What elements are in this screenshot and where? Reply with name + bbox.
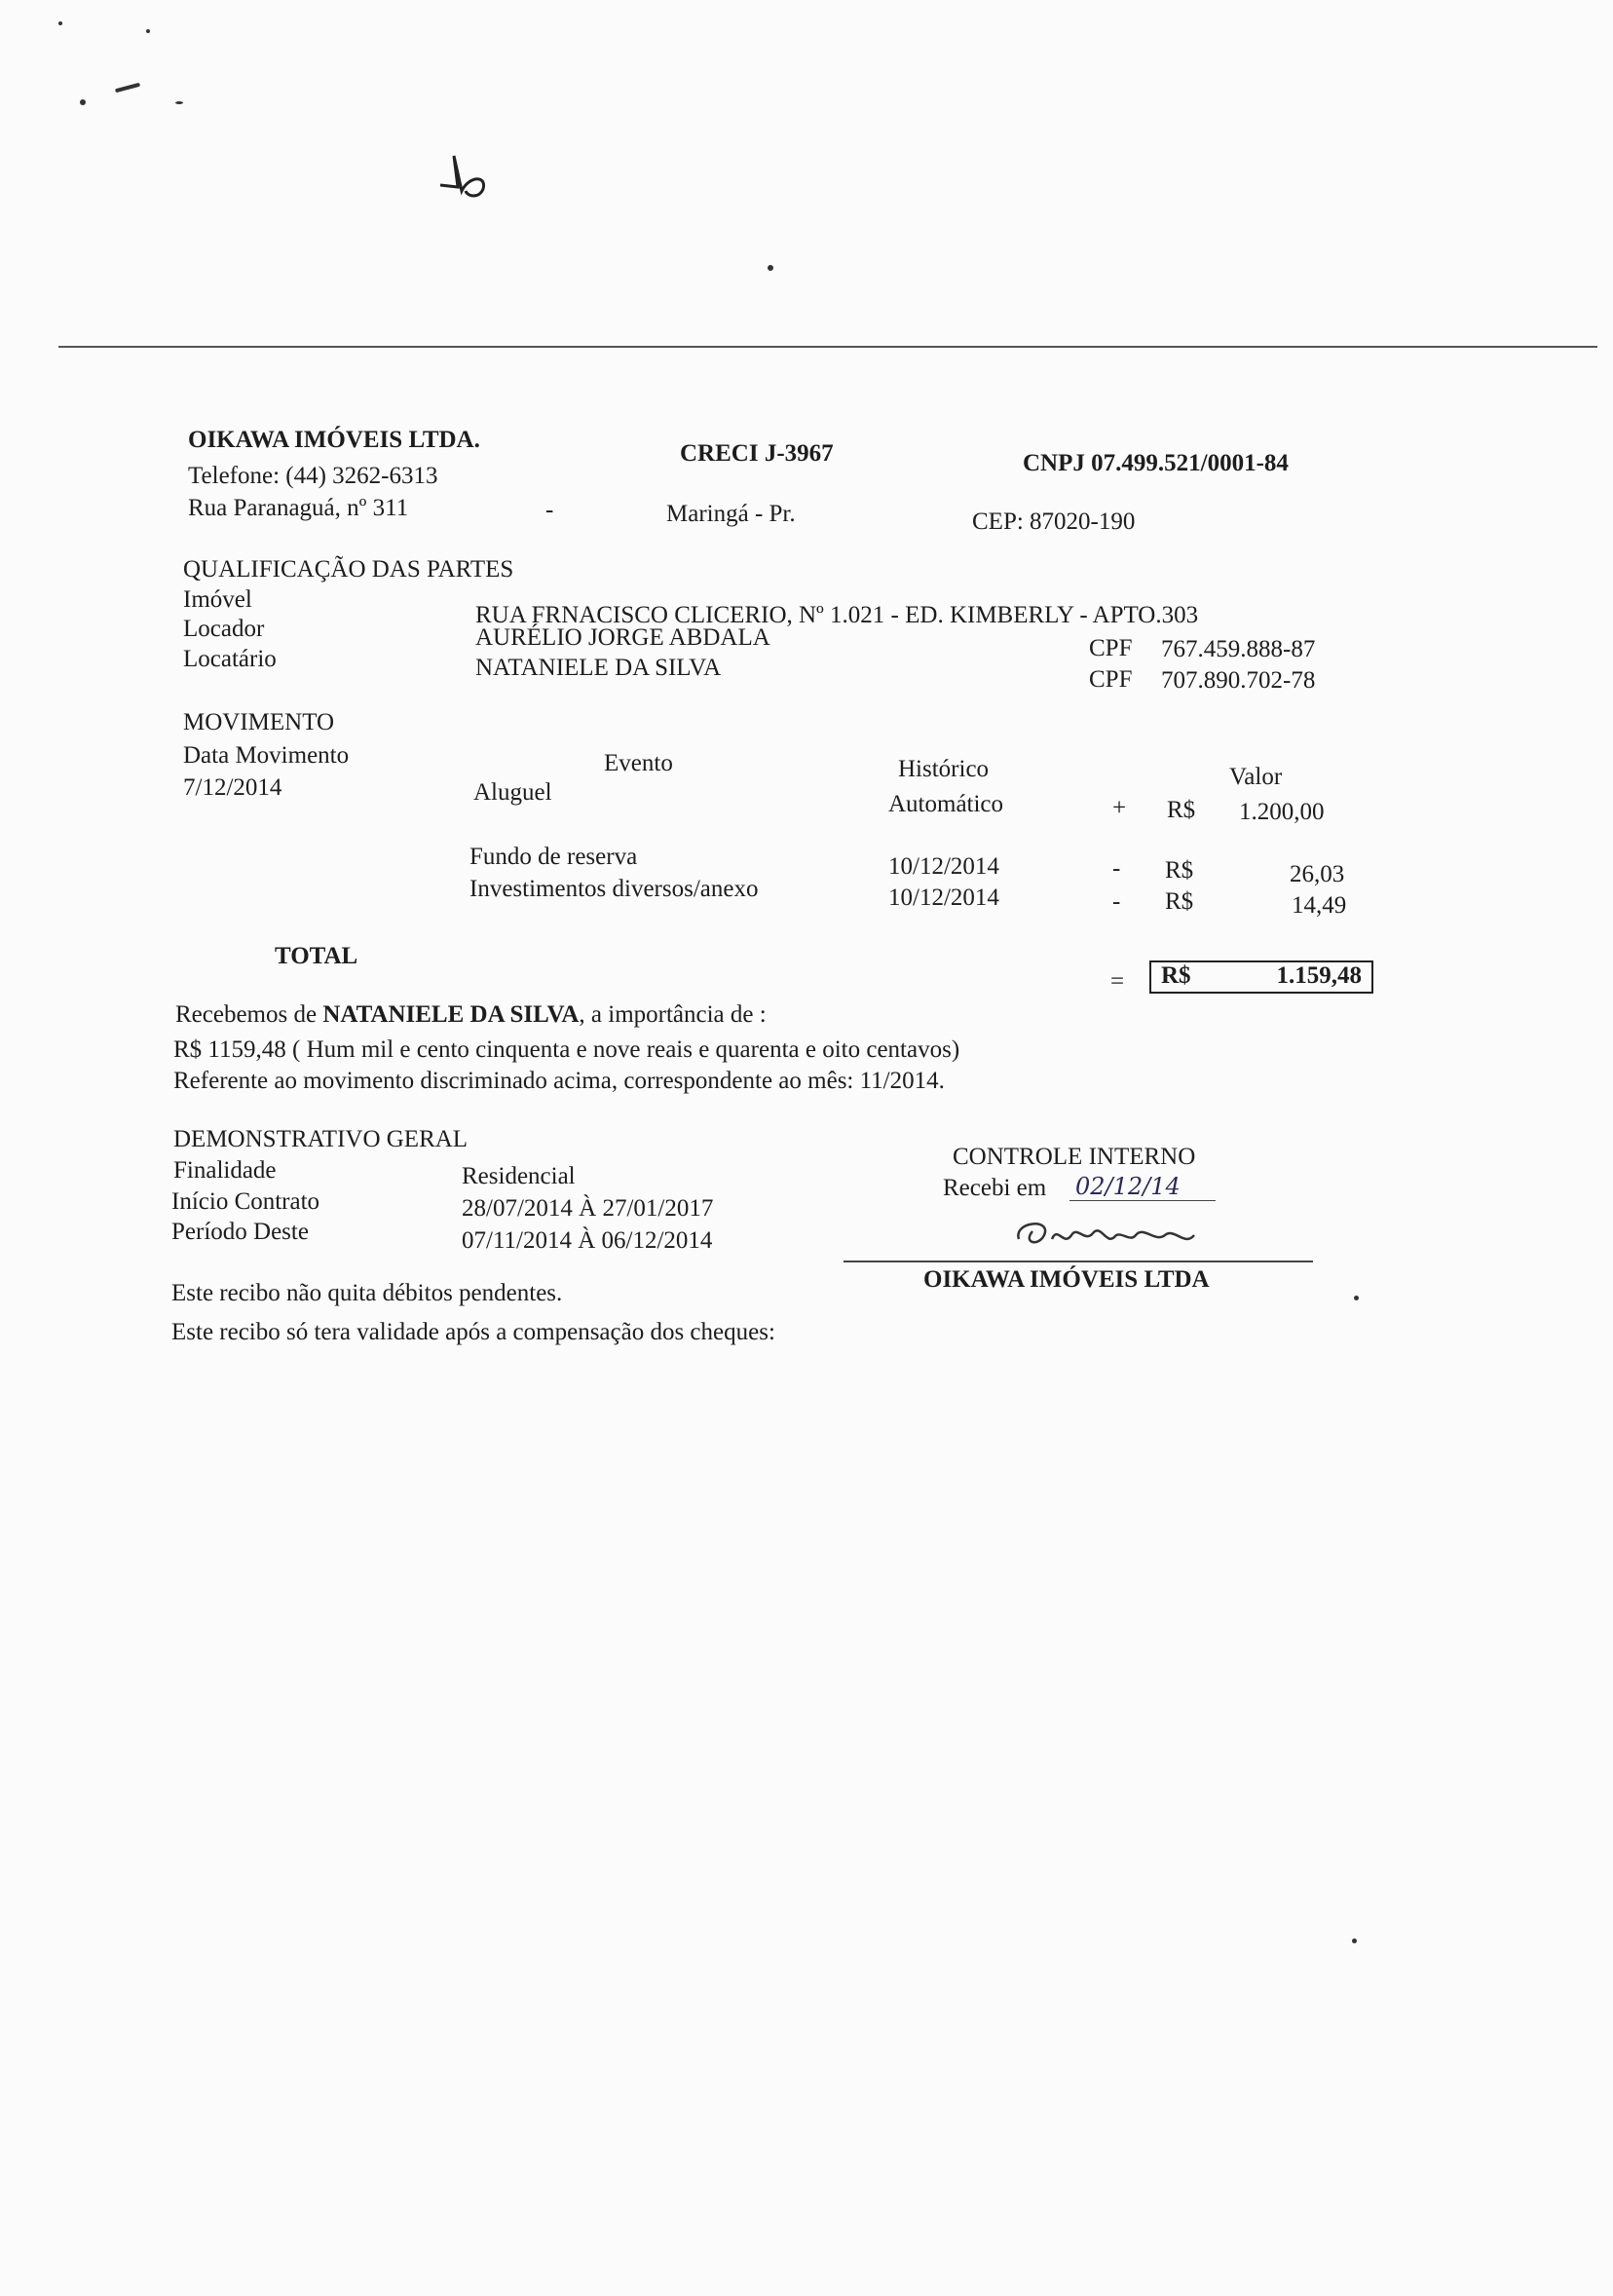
- scan-speck: [768, 265, 773, 271]
- company-phone: Telefone: (44) 3262-6313: [188, 463, 438, 489]
- purpose-value: Residencial: [462, 1163, 576, 1189]
- company-cep: CEP: 87020-190: [972, 508, 1136, 535]
- company-name: OIKAWA IMÓVEIS LTDA.: [188, 427, 480, 453]
- address-dash: -: [545, 497, 554, 523]
- movement-title: MOVIMENTO: [183, 709, 335, 735]
- landlord-name: AURÉLIO JORGE ABDALA: [475, 624, 770, 651]
- scan-speck: [175, 101, 183, 104]
- payer-name: NATANIELE DA SILVA: [322, 1001, 580, 1028]
- receipt-line-3: Referente ao movimento discriminado acima, correspondente ao mês: 11/2014.: [173, 1068, 945, 1094]
- property-address: RUA FRNAСISCO CLICERIO, Nº 1.021 - ED. KIMBERLY - APTO.303: [475, 602, 1199, 628]
- scan-speck: [1352, 1938, 1357, 1943]
- cnpj-number: CNPJ 07.499.521/0001-84: [1023, 450, 1289, 476]
- signature: [984, 1214, 1257, 1261]
- summary-title: DEMONSTRATIVO GERAL: [173, 1126, 469, 1152]
- value-header: Valor: [1229, 764, 1283, 790]
- period-value: 07/11/2014 À 06/12/2014: [462, 1227, 713, 1254]
- creci-number: CRECI J-3967: [680, 440, 834, 467]
- scan-speck: [1354, 1296, 1359, 1300]
- movement-history: 10/12/2014: [888, 853, 999, 880]
- movement-currency: R$: [1165, 888, 1194, 915]
- signature-line: [844, 1261, 1313, 1262]
- company-city: Maringá - Pr.: [666, 501, 796, 527]
- movement-sign: +: [1112, 795, 1127, 821]
- scan-speck: [146, 29, 150, 33]
- property-label: Imóvel: [183, 586, 252, 613]
- landlord-label: Locador: [183, 616, 265, 642]
- movement-event: Investimentos diversos/anexo: [469, 876, 759, 902]
- movement-value: 14,49: [1292, 892, 1347, 919]
- movement-history: 10/12/2014: [888, 885, 999, 911]
- receipt-line-2: R$ 1159,48 ( Hum mil e cento cinquenta e nove reais e quarenta e oito centavos): [173, 1036, 960, 1063]
- received-label: Recebi em: [943, 1175, 1047, 1201]
- movement-sign: -: [1112, 888, 1121, 915]
- movement-currency: R$: [1167, 797, 1196, 823]
- date-underline: [1069, 1200, 1216, 1201]
- contract-start-label: Início Contrato: [171, 1188, 320, 1215]
- movement-date: 7/12/2014: [183, 774, 282, 801]
- movement-date-header: Data Movimento: [183, 742, 350, 769]
- top-divider: [58, 346, 1597, 348]
- received-date: 02/12/14: [1075, 1173, 1181, 1200]
- total-currency: R$: [1161, 962, 1191, 989]
- tenant-name: NATANIELE DA SILVA: [475, 655, 722, 681]
- tenant-label: Locatário: [183, 646, 277, 672]
- movement-value: 26,03: [1290, 861, 1345, 887]
- movement-event: Fundo de reserva: [469, 844, 638, 870]
- scan-speck: [115, 83, 140, 94]
- contract-start-value: 28/07/2014 À 27/01/2017: [462, 1195, 714, 1222]
- total-sign: =: [1110, 968, 1125, 995]
- event-header: Evento: [604, 750, 673, 776]
- tenant-cpf-label: CPF: [1089, 666, 1133, 693]
- scan-speck: [58, 21, 62, 25]
- movement-currency: R$: [1165, 857, 1194, 884]
- history-header: Histórico: [898, 756, 990, 782]
- receipt-line-1: [175, 1001, 767, 1029]
- control-company: OIKAWA IMÓVEIS LTDA: [923, 1266, 1210, 1293]
- total-box: [1149, 960, 1373, 994]
- company-address: Rua Paranaguá, nº 311: [188, 495, 409, 521]
- tenant-cpf: 707.890.702-78: [1161, 667, 1316, 694]
- movement-sign: -: [1112, 855, 1121, 882]
- total-value: 1.159,48: [1276, 962, 1362, 989]
- scan-speck: [80, 99, 86, 105]
- note-cheque-validity: Este recibo só tera validade após a compensação dos cheques:: [171, 1319, 775, 1345]
- movement-value: 1.200,00: [1239, 799, 1325, 825]
- movement-history: Automático: [888, 791, 1004, 817]
- parties-title: QUALIFICAÇÃO DAS PARTES: [183, 556, 514, 583]
- movement-event: Aluguel: [473, 779, 552, 806]
- landlord-cpf: 767.459.888-87: [1161, 636, 1316, 662]
- receipt-prefix: Recebemos de: [175, 1001, 323, 1028]
- landlord-cpf-label: CPF: [1089, 635, 1133, 661]
- control-title: CONTROLE INTERNO: [953, 1144, 1196, 1170]
- receipt-suffix: , a importância de :: [579, 1001, 767, 1028]
- total-label: TOTAL: [275, 943, 358, 969]
- purpose-label: Finalidade: [173, 1157, 277, 1184]
- handwritten-page-mark: [429, 146, 506, 205]
- period-label: Período Deste: [171, 1219, 309, 1245]
- note-pending-debts: Este recibo não quita débitos pendentes.: [171, 1280, 563, 1306]
